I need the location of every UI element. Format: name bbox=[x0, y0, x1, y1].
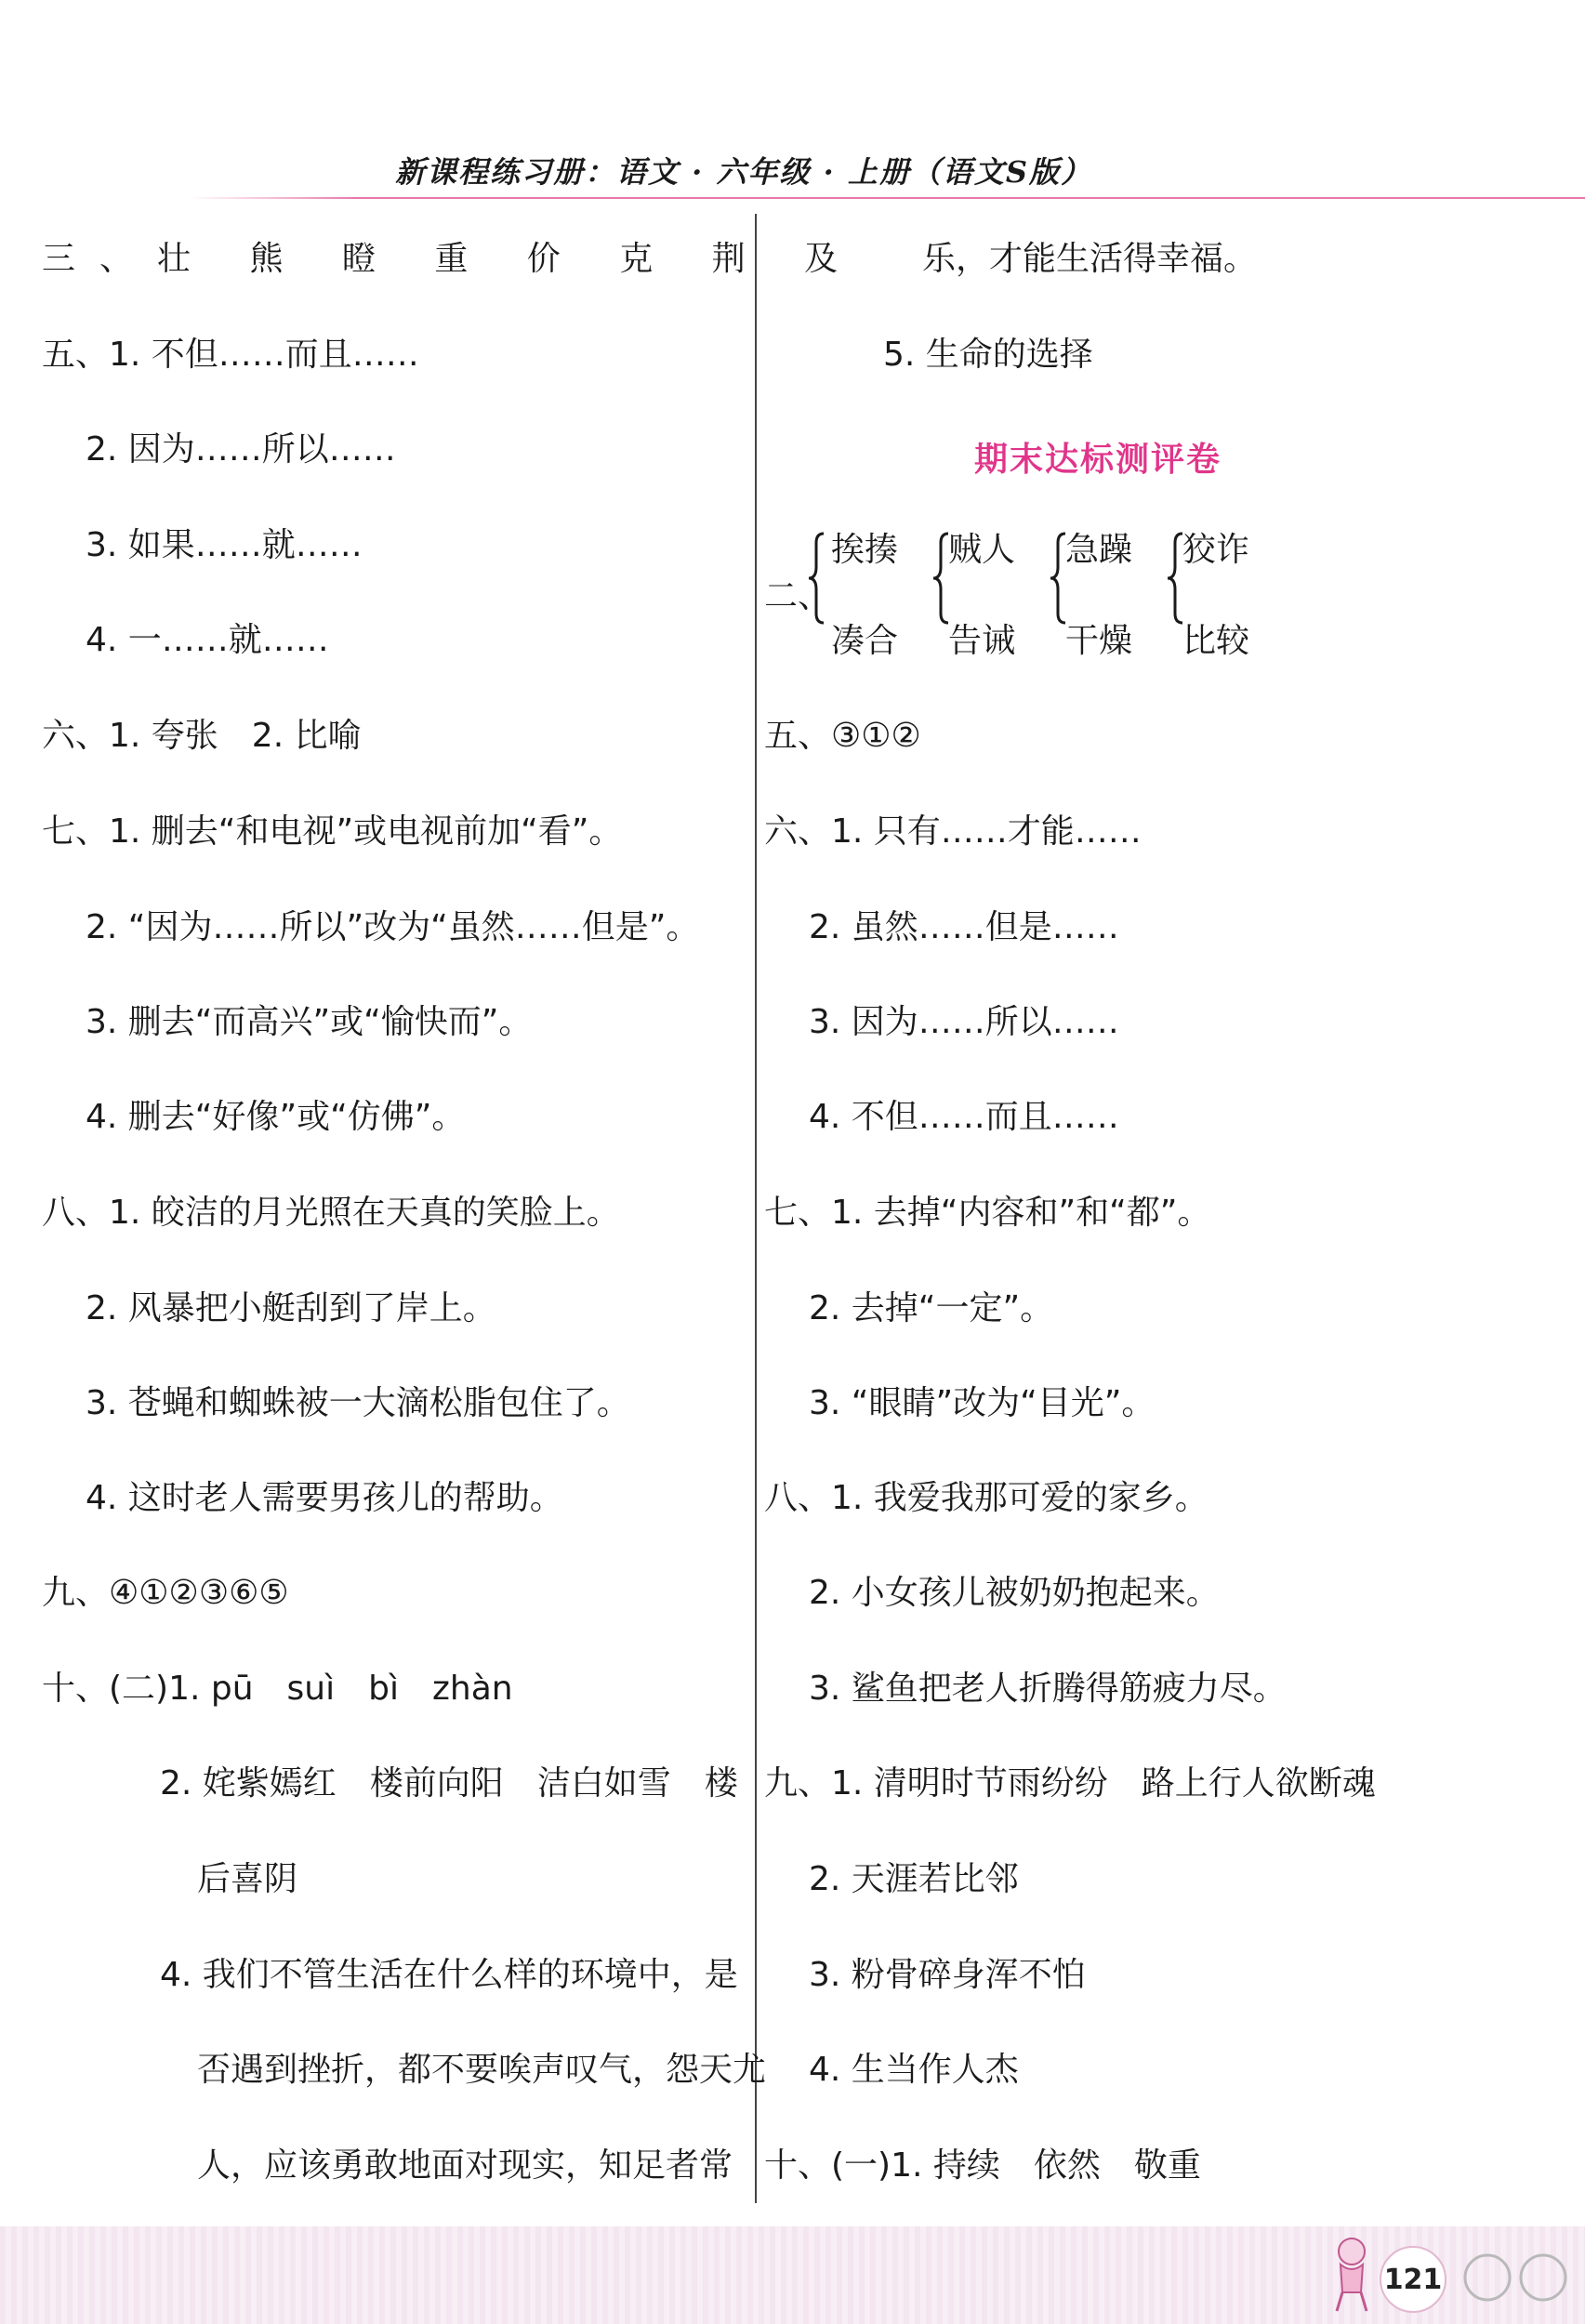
column-divider bbox=[755, 214, 757, 2203]
answer-line: 2. 天涯若比邻 bbox=[809, 1860, 1019, 1898]
answer-line: 3. 鲨鱼把老人折腾得筋疲力尽。 bbox=[809, 1670, 1287, 1708]
answer-line: 2. 姹紫嫣红 楼前向阳 洁白如雪 楼 bbox=[160, 1764, 738, 1802]
word-item: 凑合 bbox=[831, 622, 899, 660]
answer-line: 3. 苍蝇和蜘蛛被一大滴松脂包住了。 bbox=[86, 1384, 630, 1422]
answer-line: 2. 虽然……但是…… bbox=[809, 908, 1119, 946]
watermark-logo-icon bbox=[1460, 2250, 1571, 2305]
answer-line: 2. 小女孩儿被奶奶抱起来。 bbox=[809, 1574, 1220, 1612]
brace-icon bbox=[805, 530, 831, 627]
answer-line: 2. 因为……所以…… bbox=[86, 430, 396, 469]
answer-line: 九、1. 清明时节雨纷纷 路上行人欲断魂 bbox=[764, 1764, 1376, 1802]
answer-line: 十、(一)1. 持续 依然 敬重 bbox=[764, 2146, 1201, 2185]
answer-line: 4. 我们不管生活在什么样的环境中，是 bbox=[160, 1956, 738, 1994]
answer-line: 七、1. 删去“和电视”或电视前加“看”。 bbox=[42, 812, 623, 851]
answer-line: 4. 删去“好像”或“仿佛”。 bbox=[86, 1098, 466, 1136]
answer-line: 3. 如果……就…… bbox=[86, 526, 363, 564]
word-item: 干燥 bbox=[1065, 622, 1133, 660]
answer-line: 3. 因为……所以…… bbox=[809, 1003, 1119, 1041]
word-item: 贼人 bbox=[948, 531, 1016, 569]
word-group-label: 二、 bbox=[764, 577, 832, 615]
answer-line: 3. 粉骨碎身浑不怕 bbox=[809, 1956, 1086, 1994]
answer-line: 2. “因为……所以”改为“虽然……但是”。 bbox=[86, 908, 700, 946]
word-item: 比较 bbox=[1182, 622, 1250, 660]
word-item: 挨揍 bbox=[831, 531, 899, 569]
answer-line: 后喜阴 bbox=[197, 1860, 298, 1898]
answer-line: 六、1. 只有……才能…… bbox=[764, 812, 1142, 851]
answer-line: 三、壮 熊 瞪 重 价 克 荆 及 bbox=[42, 240, 863, 278]
answer-line: 4. 不但……而且…… bbox=[809, 1098, 1119, 1136]
word-item: 急躁 bbox=[1065, 531, 1133, 569]
answer-line: 人，应该勇敢地面对现实，知足者常 bbox=[197, 2146, 733, 2185]
answer-line: 3. 删去“而高兴”或“愉快而”。 bbox=[86, 1003, 533, 1041]
answer-line: 九、④①②③⑥⑤ bbox=[42, 1574, 289, 1612]
answer-line: 五、③①② bbox=[764, 717, 921, 755]
answer-line: 3. “眼睛”改为“目光”。 bbox=[809, 1384, 1156, 1422]
page-number: 121 bbox=[1383, 2263, 1443, 2296]
answer-line: 否遇到挫折，都不要唉声叹气，怨天尤 bbox=[197, 2051, 767, 2089]
answer-line: 2. 风暴把小艇刮到了岸上。 bbox=[86, 1289, 496, 1327]
answer-line: 2. 去掉“一定”。 bbox=[809, 1289, 1054, 1327]
mascot-icon bbox=[1320, 2231, 1380, 2315]
answer-line: 4. 这时老人需要男孩儿的帮助。 bbox=[86, 1479, 563, 1517]
word-item: 告诫 bbox=[948, 622, 1016, 660]
answer-line: 十、(二)1. pū suì bì zhàn bbox=[42, 1670, 513, 1708]
word-item: 狡诈 bbox=[1182, 531, 1250, 569]
page-number-badge bbox=[1380, 2246, 1446, 2313]
answer-line: 八、1. 皎洁的月光照在天真的笑脸上。 bbox=[42, 1194, 620, 1232]
answer-line: 4. 一……就…… bbox=[86, 621, 329, 659]
answer-line: 4. 生当作人杰 bbox=[809, 2051, 1019, 2089]
answer-line: 五、1. 不但……而且…… bbox=[42, 336, 419, 374]
answer-line: 六、1. 夸张 2. 比喻 bbox=[42, 717, 362, 755]
answer-line: 5. 生命的选择 bbox=[883, 336, 1093, 374]
section-heading: 期末达标测评卷 bbox=[974, 441, 1222, 479]
header-rule bbox=[191, 197, 1585, 199]
answer-line: 八、1. 我爱我那可爱的家乡。 bbox=[764, 1479, 1209, 1517]
answer-line: 乐，才能生活得幸福。 bbox=[922, 240, 1258, 278]
header-title: 新课程练习册：语文 · 六年级 · 上册（语文S版） bbox=[395, 154, 1092, 190]
answer-line: 七、1. 去掉“内容和”和“都”。 bbox=[764, 1194, 1211, 1232]
